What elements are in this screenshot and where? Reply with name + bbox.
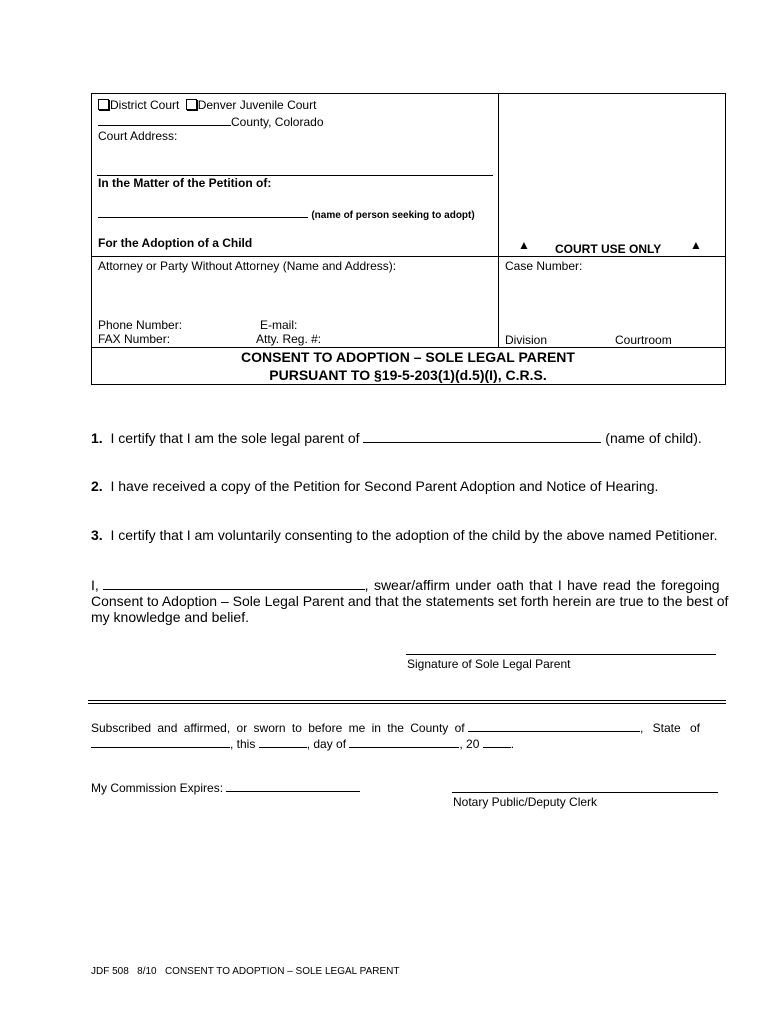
case-number-label: Case Number: [505, 259, 583, 273]
item-1 [91, 429, 702, 446]
item-3 [91, 527, 718, 543]
item-2-number: 2. [91, 478, 103, 494]
item-1-number: 1. [91, 430, 103, 446]
email-label: E-mail: [260, 318, 298, 332]
petitioner-name-field[interactable] [98, 206, 308, 218]
this-label: , this [230, 737, 256, 751]
notary-signature-line[interactable] [452, 792, 718, 793]
matter-label: In the Matter of the Petition of: [98, 176, 272, 190]
form-title-line1: CONSENT TO ADOPTION – SOLE LEGAL PARENT [241, 349, 575, 365]
county-suffix: County, Colorado [231, 115, 324, 129]
division-label: Division [505, 333, 548, 347]
commission-row [91, 780, 360, 795]
separator-top [88, 700, 726, 701]
item-3-number: 3. [91, 527, 103, 543]
form-title-line2: PURSUANT TO §19-5-203(1)(d.5)(I), C.R.S. [269, 367, 547, 383]
notary-year-field[interactable] [483, 736, 511, 748]
court-type-row [98, 98, 316, 112]
court-use-only: COURT USE ONLY [555, 242, 662, 256]
oath-line1-text: , swear/affirm under oath that I have read the foregoing [364, 577, 720, 593]
footer [91, 966, 399, 977]
notary-line1 [91, 720, 725, 735]
oath-line1 [91, 576, 720, 593]
courtroom-label: Courtroom [615, 333, 672, 347]
year-label: , 20 [459, 737, 480, 751]
footer-form-id: JDF 508 [91, 966, 129, 977]
district-court-label: District Court [110, 98, 180, 112]
attorney-label: Attorney or Party Without Attorney (Name and Address): [98, 259, 397, 273]
item-1-suffix: (name of child). [605, 430, 702, 446]
notary-month-field[interactable] [349, 736, 459, 748]
district-court-checkbox[interactable] [98, 99, 109, 110]
separator-bottom [88, 703, 726, 704]
petitioner-row [98, 206, 475, 221]
footer-date: 8/10 [137, 966, 157, 977]
attorney-rule [91, 256, 725, 257]
denver-juvenile-checkbox[interactable] [186, 99, 197, 110]
triangle-left-icon: ▲ [518, 238, 530, 252]
notary-state-field[interactable] [91, 736, 230, 748]
item-2 [91, 478, 658, 494]
oath-line3: my knowledge and belief. [91, 609, 249, 625]
notary-line-end: . [510, 737, 515, 751]
court-address-label: Court Address: [98, 129, 178, 143]
phone-label: Phone Number: [98, 318, 183, 332]
denver-juvenile-label: Denver Juvenile Court [197, 98, 317, 112]
notary-county-field[interactable] [468, 720, 640, 732]
signature-line[interactable] [406, 654, 716, 655]
subscribed-text: Subscribed and affirmed, or sworn to before me in the County of [91, 721, 465, 735]
item-1-text: I certify that I am the sole legal parent of [110, 430, 360, 446]
commission-date-field[interactable] [226, 780, 360, 792]
notary-day-field[interactable] [259, 736, 307, 748]
signature-label: Signature of Sole Legal Parent [407, 657, 571, 671]
county-row [98, 114, 324, 129]
fax-label: FAX Number: [98, 332, 171, 346]
footer-title: CONSENT TO ADOPTION – SOLE LEGAL PARENT [164, 966, 400, 977]
notary-line2 [91, 736, 514, 751]
item-2-text: I have received a copy of the Petition for Second Parent Adoption and Notice of Hearing. [110, 478, 659, 494]
parent-name-field[interactable] [103, 576, 365, 590]
state-label: , State of [639, 721, 701, 735]
oath-prefix: I, [91, 577, 99, 593]
petitioner-hint: (name of person seeking to adopt) [311, 210, 475, 221]
triangle-right-icon: ▲ [690, 238, 702, 252]
item-3-text: I certify that I am voluntarily consenting to the adoption of the child by the above named Petitioner. [110, 527, 718, 543]
caption-divider [498, 93, 499, 347]
county-field[interactable] [98, 114, 231, 126]
title-rule [91, 347, 725, 348]
adoption-label: For the Adoption of a Child [98, 236, 253, 250]
oath-line2: Consent to Adoption – Sole Legal Parent and that the statements set forth herein are true to the best of [91, 593, 729, 609]
commission-label: My Commission Expires: [91, 781, 224, 795]
atty-reg-label: Atty. Reg. #: [256, 332, 322, 346]
day-of-label: , day of [306, 737, 347, 751]
notary-label: Notary Public/Deputy Clerk [453, 795, 598, 809]
child-name-field[interactable] [363, 429, 601, 443]
